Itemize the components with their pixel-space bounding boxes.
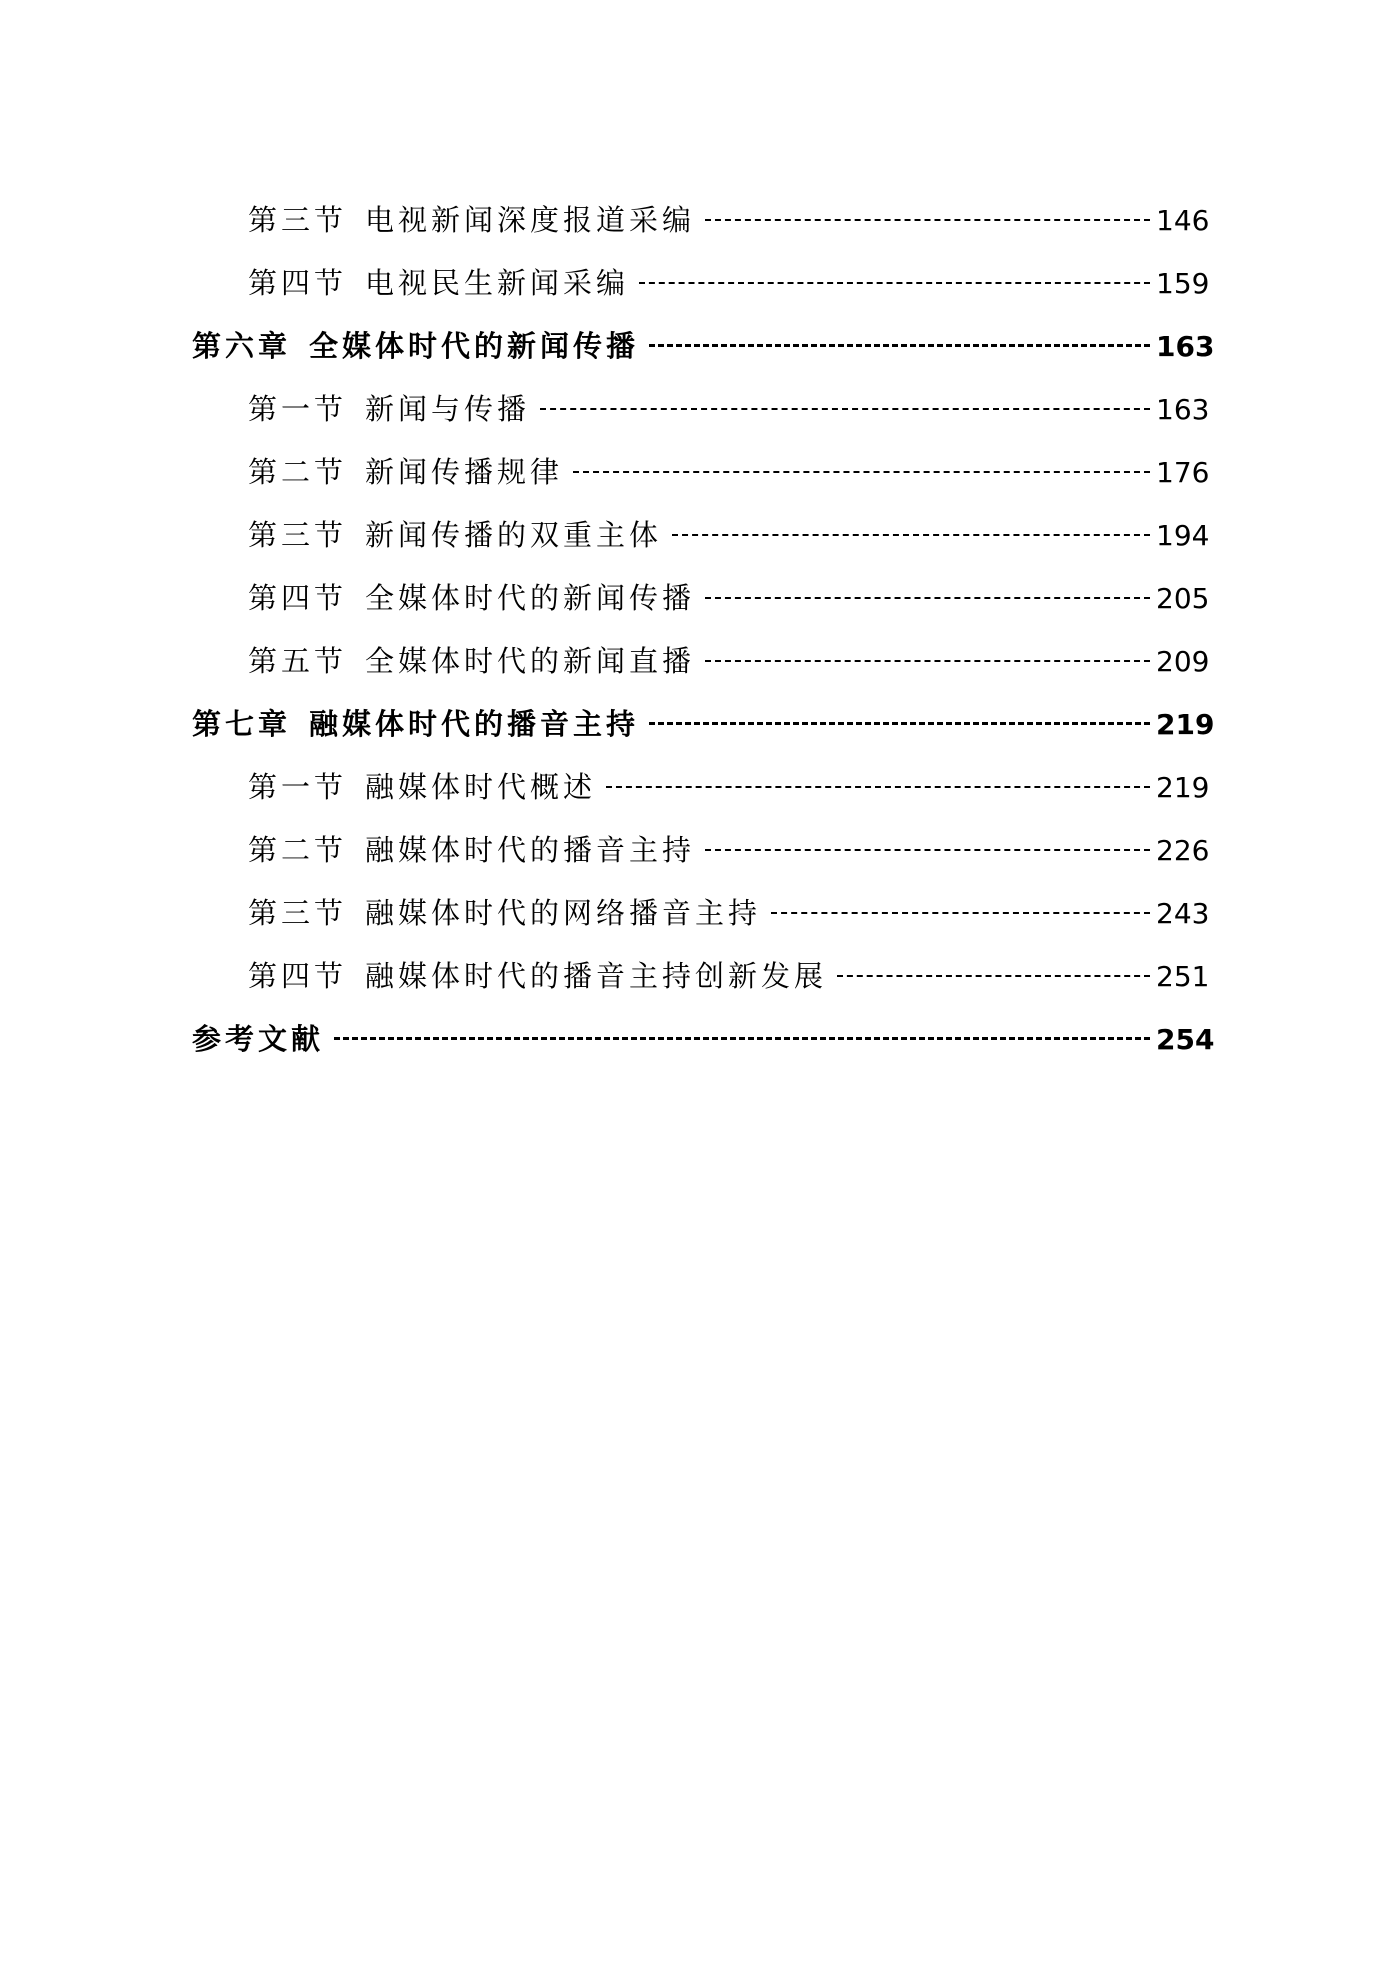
- toc-entry-title: 第六章 全媒体时代的新闻传播: [192, 329, 640, 363]
- toc-page-number: 159: [1156, 267, 1210, 300]
- toc-entry-references[interactable]: [192, 1017, 1215, 1067]
- toc-page-number: 219: [1156, 771, 1210, 804]
- toc-page-number: 226: [1156, 834, 1210, 867]
- toc-dot-leader: [705, 660, 1150, 662]
- toc-entry-section[interactable]: [248, 639, 1210, 689]
- toc-entry-title: 第二节 融媒体时代的播音主持: [248, 833, 696, 867]
- toc-entry-section[interactable]: [248, 387, 1210, 437]
- toc-page-number: 254: [1156, 1023, 1215, 1056]
- toc-dot-leader: [837, 975, 1150, 977]
- toc-entry-title: 第四节 融媒体时代的播音主持创新发展: [248, 959, 828, 993]
- toc-page-number: 176: [1156, 456, 1210, 489]
- toc-entry-section[interactable]: [248, 198, 1210, 248]
- toc-entry-section[interactable]: [248, 576, 1210, 626]
- toc-entry-title: 第三节 新闻传播的双重主体: [248, 518, 663, 552]
- toc-entry-section[interactable]: [248, 765, 1210, 815]
- toc-entry-title: 第五节 全媒体时代的新闻直播: [248, 644, 696, 678]
- toc-page-number: 219: [1156, 708, 1215, 741]
- toc-entry-section[interactable]: [248, 450, 1210, 500]
- toc-entry-section[interactable]: [248, 513, 1210, 563]
- toc-page-number: 209: [1156, 645, 1210, 678]
- toc-entry-section[interactable]: [248, 954, 1210, 1004]
- toc-entry-section[interactable]: [248, 891, 1210, 941]
- toc-entry-title: 第三节 电视新闻深度报道采编: [248, 203, 696, 237]
- toc-entry-chapter[interactable]: [192, 702, 1215, 752]
- toc-entry-chapter[interactable]: [192, 324, 1215, 374]
- toc-entry-title: 第三节 融媒体时代的网络播音主持: [248, 896, 762, 930]
- toc-dot-leader: [573, 471, 1150, 473]
- toc-dot-leader: [672, 534, 1150, 536]
- toc-dot-leader: [606, 786, 1150, 788]
- toc-entry-title: 第一节 新闻与传播: [248, 392, 531, 426]
- toc-dot-leader: [705, 597, 1150, 599]
- toc-entry-title: 第七章 融媒体时代的播音主持: [192, 707, 640, 741]
- toc-entry-title: 第四节 电视民生新闻采编: [248, 266, 630, 300]
- toc-entry-title: 参考文献: [192, 1022, 325, 1056]
- toc-page-number: 163: [1156, 393, 1210, 426]
- toc-page-number: 194: [1156, 519, 1210, 552]
- toc-entry-title: 第二节 新闻传播规律: [248, 455, 564, 489]
- toc-page-number: 163: [1156, 330, 1215, 363]
- toc-dot-leader: [649, 344, 1150, 347]
- toc-entry-title: 第一节 融媒体时代概述: [248, 770, 597, 804]
- toc-dot-leader: [649, 722, 1150, 725]
- toc-page-number: 205: [1156, 582, 1210, 615]
- toc-dot-leader: [771, 912, 1150, 914]
- toc-dot-leader: [540, 408, 1150, 410]
- toc-dot-leader: [639, 282, 1150, 284]
- toc-dot-leader: [705, 849, 1150, 851]
- toc-page-number: 146: [1156, 204, 1210, 237]
- toc-page-number: 243: [1156, 897, 1210, 930]
- toc-page-number: 251: [1156, 960, 1210, 993]
- toc-entry-title: 第四节 全媒体时代的新闻传播: [248, 581, 696, 615]
- toc-entry-section[interactable]: [248, 261, 1210, 311]
- toc-dot-leader: [705, 219, 1150, 221]
- toc-dot-leader: [334, 1037, 1150, 1040]
- toc-entry-section[interactable]: [248, 828, 1210, 878]
